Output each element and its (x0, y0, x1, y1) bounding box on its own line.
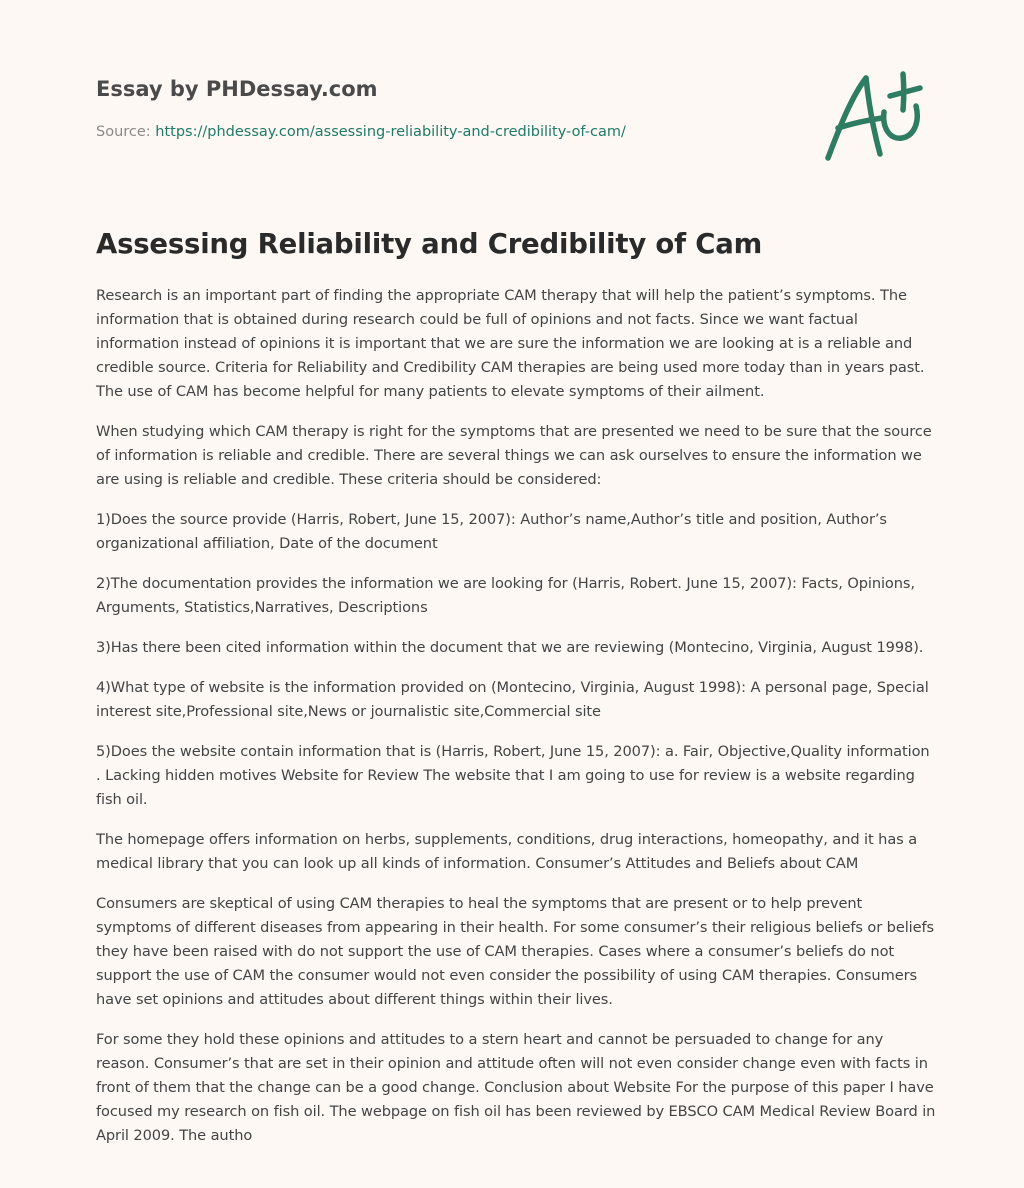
paragraph: For some they hold these opinions and attitudes to a stern heart and cannot be persuaded to change for any reason. Consumer’s that are set in their opinion and attitude often will not even consider change even with facts in front of them that the change can be a good change. Conclusion about Website For the purpose of this paper I have focused my research on fish oil. The webpage on fish oil has been reviewed by EBSCO CAM Medical Review Board in April 2009. The autho (96, 1031, 936, 1144)
paragraph: 4)What type of website is the information provided on (Montecino, Virginia, August 1998): A personal page, Special interest site,Professional site,News or journalistic site,Commercial site (96, 679, 929, 720)
a-plus-logo-icon (820, 66, 930, 166)
paragraph: Consumers are skeptical of using CAM therapies to heal the symptoms that are present or to help prevent symptoms of different diseases from appearing in their health. For some consumer’s their religious beliefs or beliefs they have been raised with do not support the use of CAM therapies. Cases where a consumer’s beliefs do not support the use of CAM the consumer would not even consider the possibility of using CAM therapies. Consumers have set opinions and attitudes about different things within their lives. (96, 895, 935, 1008)
header (96, 74, 796, 142)
source-label: Source: (96, 124, 156, 140)
paragraph: When studying which CAM therapy is right for the symptoms that are presented we need to be sure that the source of information is reliable and credible. There are several things we can ask ourselves to ensure the information we are using is reliable and credible. These criteria should be considered: (96, 423, 932, 488)
page-title: Assessing Reliability and Credibility of Cam (96, 228, 763, 260)
paragraph: 1)Does the source provide (Harris, Robert, June 15, 2007): Author’s name,Author’s title and position, Author’s organizational affiliation, Date of the document (96, 511, 887, 552)
paragraph: 2)The documentation provides the information we are looking for (Harris, Robert. June 15, 2007): Facts, Opinions, Arguments, Statistics,Narratives, Descriptions (96, 575, 915, 616)
source-link[interactable]: https://phdessay.com/assessing-reliability-and-credibility-of-cam/ (155, 124, 626, 140)
paragraph: 3)Has there been cited information within the document that we are reviewing (Montecino, Virginia, August 1998). (96, 639, 924, 656)
essay-body (96, 284, 936, 1164)
paragraph: 5)Does the website contain information that is (Harris, Robert, June 15, 2007): a. Fair, Objective,Quality information . Lacking hidden motives Website for Review The website that I am going to use for review is a website regarding fish oil. (96, 743, 930, 808)
source-line (96, 122, 796, 142)
paragraph: The homepage offers information on herbs, supplements, conditions, drug interactions, homeopathy, and it has a medical library that you can look up all kinds of information. Consumer’s Attitudes and Beliefs about CAM (96, 831, 918, 872)
paragraph: Research is an important part of finding the appropriate CAM therapy that will help the patient’s symptoms. The information that is obtained during research could be full of opinions and not facts. Since we want factual information instead of opinions it is important that we are sure the information we are looking at is a reliable and credible source. Criteria for Reliability and Credibility CAM therapies are being used more today than in years past. The use of CAM has become helpful for many patients to elevate symptoms of their ailment. (96, 287, 925, 400)
brand-title: Essay by PHDessay.com (96, 77, 378, 101)
